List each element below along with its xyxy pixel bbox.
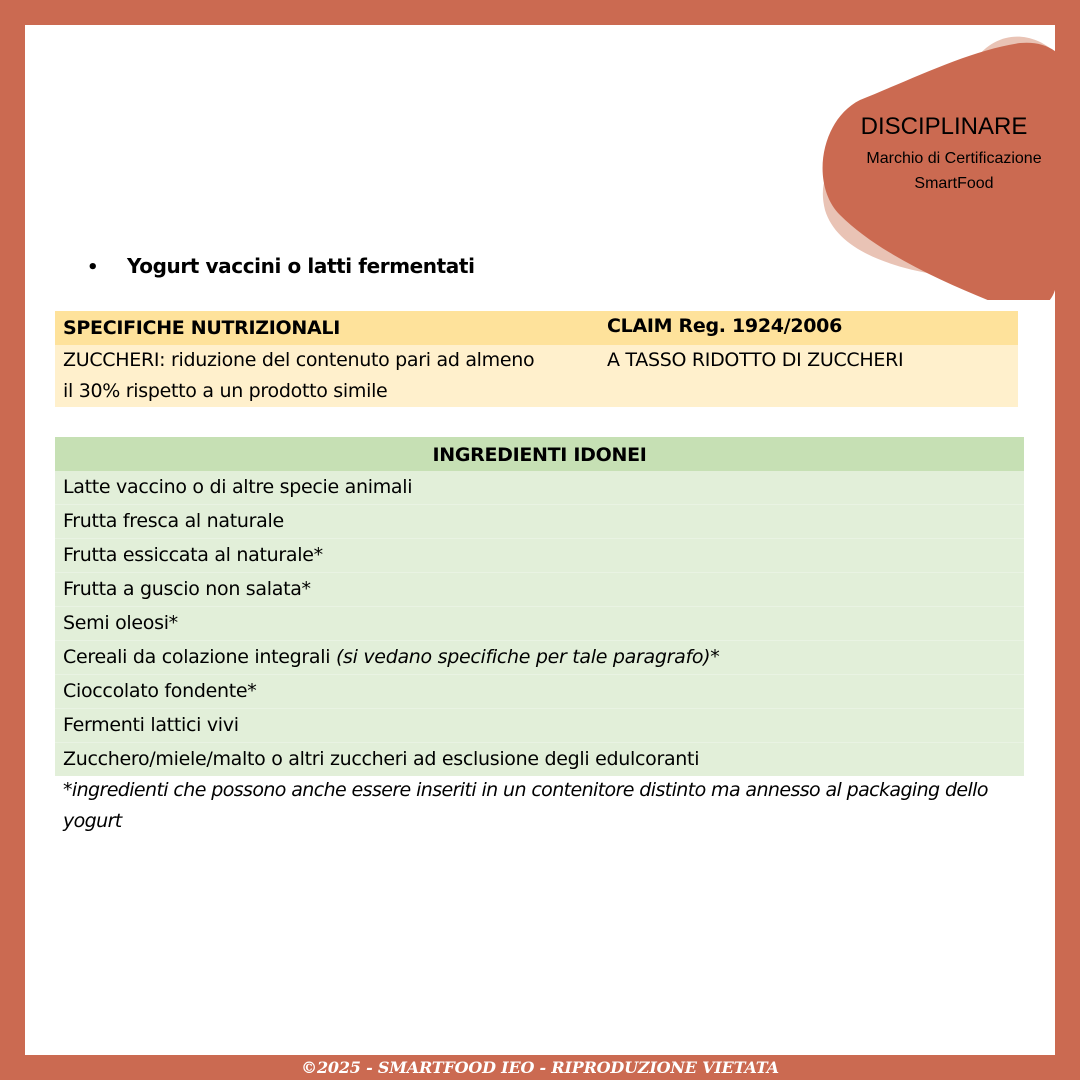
ingredient-text: Cioccolato fondente*	[63, 680, 257, 702]
badge-title: DISCIPLINARE	[860, 113, 1028, 140]
table-row	[55, 471, 1024, 504]
ingredient-text: Frutta essiccata al naturale*	[63, 544, 323, 566]
section-heading	[87, 254, 475, 278]
spec-cell	[55, 345, 607, 407]
ingredient-text: Latte vaccino o di altre specie animali	[63, 476, 413, 498]
badge-subtitle: Marchio di Certificazione	[866, 150, 1042, 167]
header-claim: CLAIM Reg. 1924/2006	[607, 315, 842, 337]
copyright-icon: ©	[301, 1058, 317, 1077]
copyright-text: 2025 - SMARTFOOD IEO - RIPRODUZIONE VIETATA	[316, 1058, 779, 1077]
footnote: *ingredienti che possono anche essere inseriti in un contenitore distinto ma annesso al packaging dello yogurt	[63, 779, 988, 832]
ingredient-text: Fermenti lattici vivi	[63, 714, 239, 736]
badge-brand: SmartFood	[914, 175, 994, 192]
ingredients-table	[55, 437, 1024, 776]
ingredients-table-header: INGREDIENTI IDONEI	[55, 437, 1024, 471]
table-row	[55, 345, 1018, 407]
table-row	[55, 708, 1024, 742]
ingredient-note: (si vedano specifiche per tale paragrafo)	[335, 646, 711, 668]
badge-front-blob	[823, 43, 1055, 300]
table-row	[55, 538, 1024, 572]
ingredient-suffix: *	[710, 646, 720, 668]
table-row	[55, 674, 1024, 708]
table-row	[55, 572, 1024, 606]
section-heading-text: Yogurt vaccini o latti fermentati	[127, 254, 475, 278]
ingredient-text: Semi oleosi*	[63, 612, 178, 634]
ingredients-rows	[55, 471, 1024, 776]
table-row	[55, 504, 1024, 538]
copyright-footer	[0, 1055, 1080, 1080]
nutrition-table	[55, 311, 1018, 407]
ingredient-text: Zucchero/miele/malto o altri zuccheri ad esclusione degli edulcoranti	[63, 748, 700, 770]
header-specifiche: SPECIFICHE NUTRIZIONALI	[63, 317, 340, 339]
spec-line: il 30% rispetto a un prodotto simile	[63, 380, 388, 402]
bullet-icon: •	[87, 257, 99, 278]
certification-badge	[800, 25, 1055, 300]
nutrition-table-header	[55, 311, 1018, 345]
document-page	[25, 25, 1055, 1055]
table-row	[55, 606, 1024, 640]
claim-cell: A TASSO RIDOTTO DI ZUCCHERI	[607, 349, 904, 371]
ingredient-text: Cereali da colazione integrali	[63, 646, 336, 668]
ingredient-text: Frutta a guscio non salata*	[63, 578, 311, 600]
table-row	[55, 640, 1024, 674]
ingredient-text: Frutta fresca al naturale	[63, 510, 284, 532]
spec-line: ZUCCHERI: riduzione del contenuto pari ad almeno	[63, 349, 535, 371]
table-row	[55, 742, 1024, 776]
